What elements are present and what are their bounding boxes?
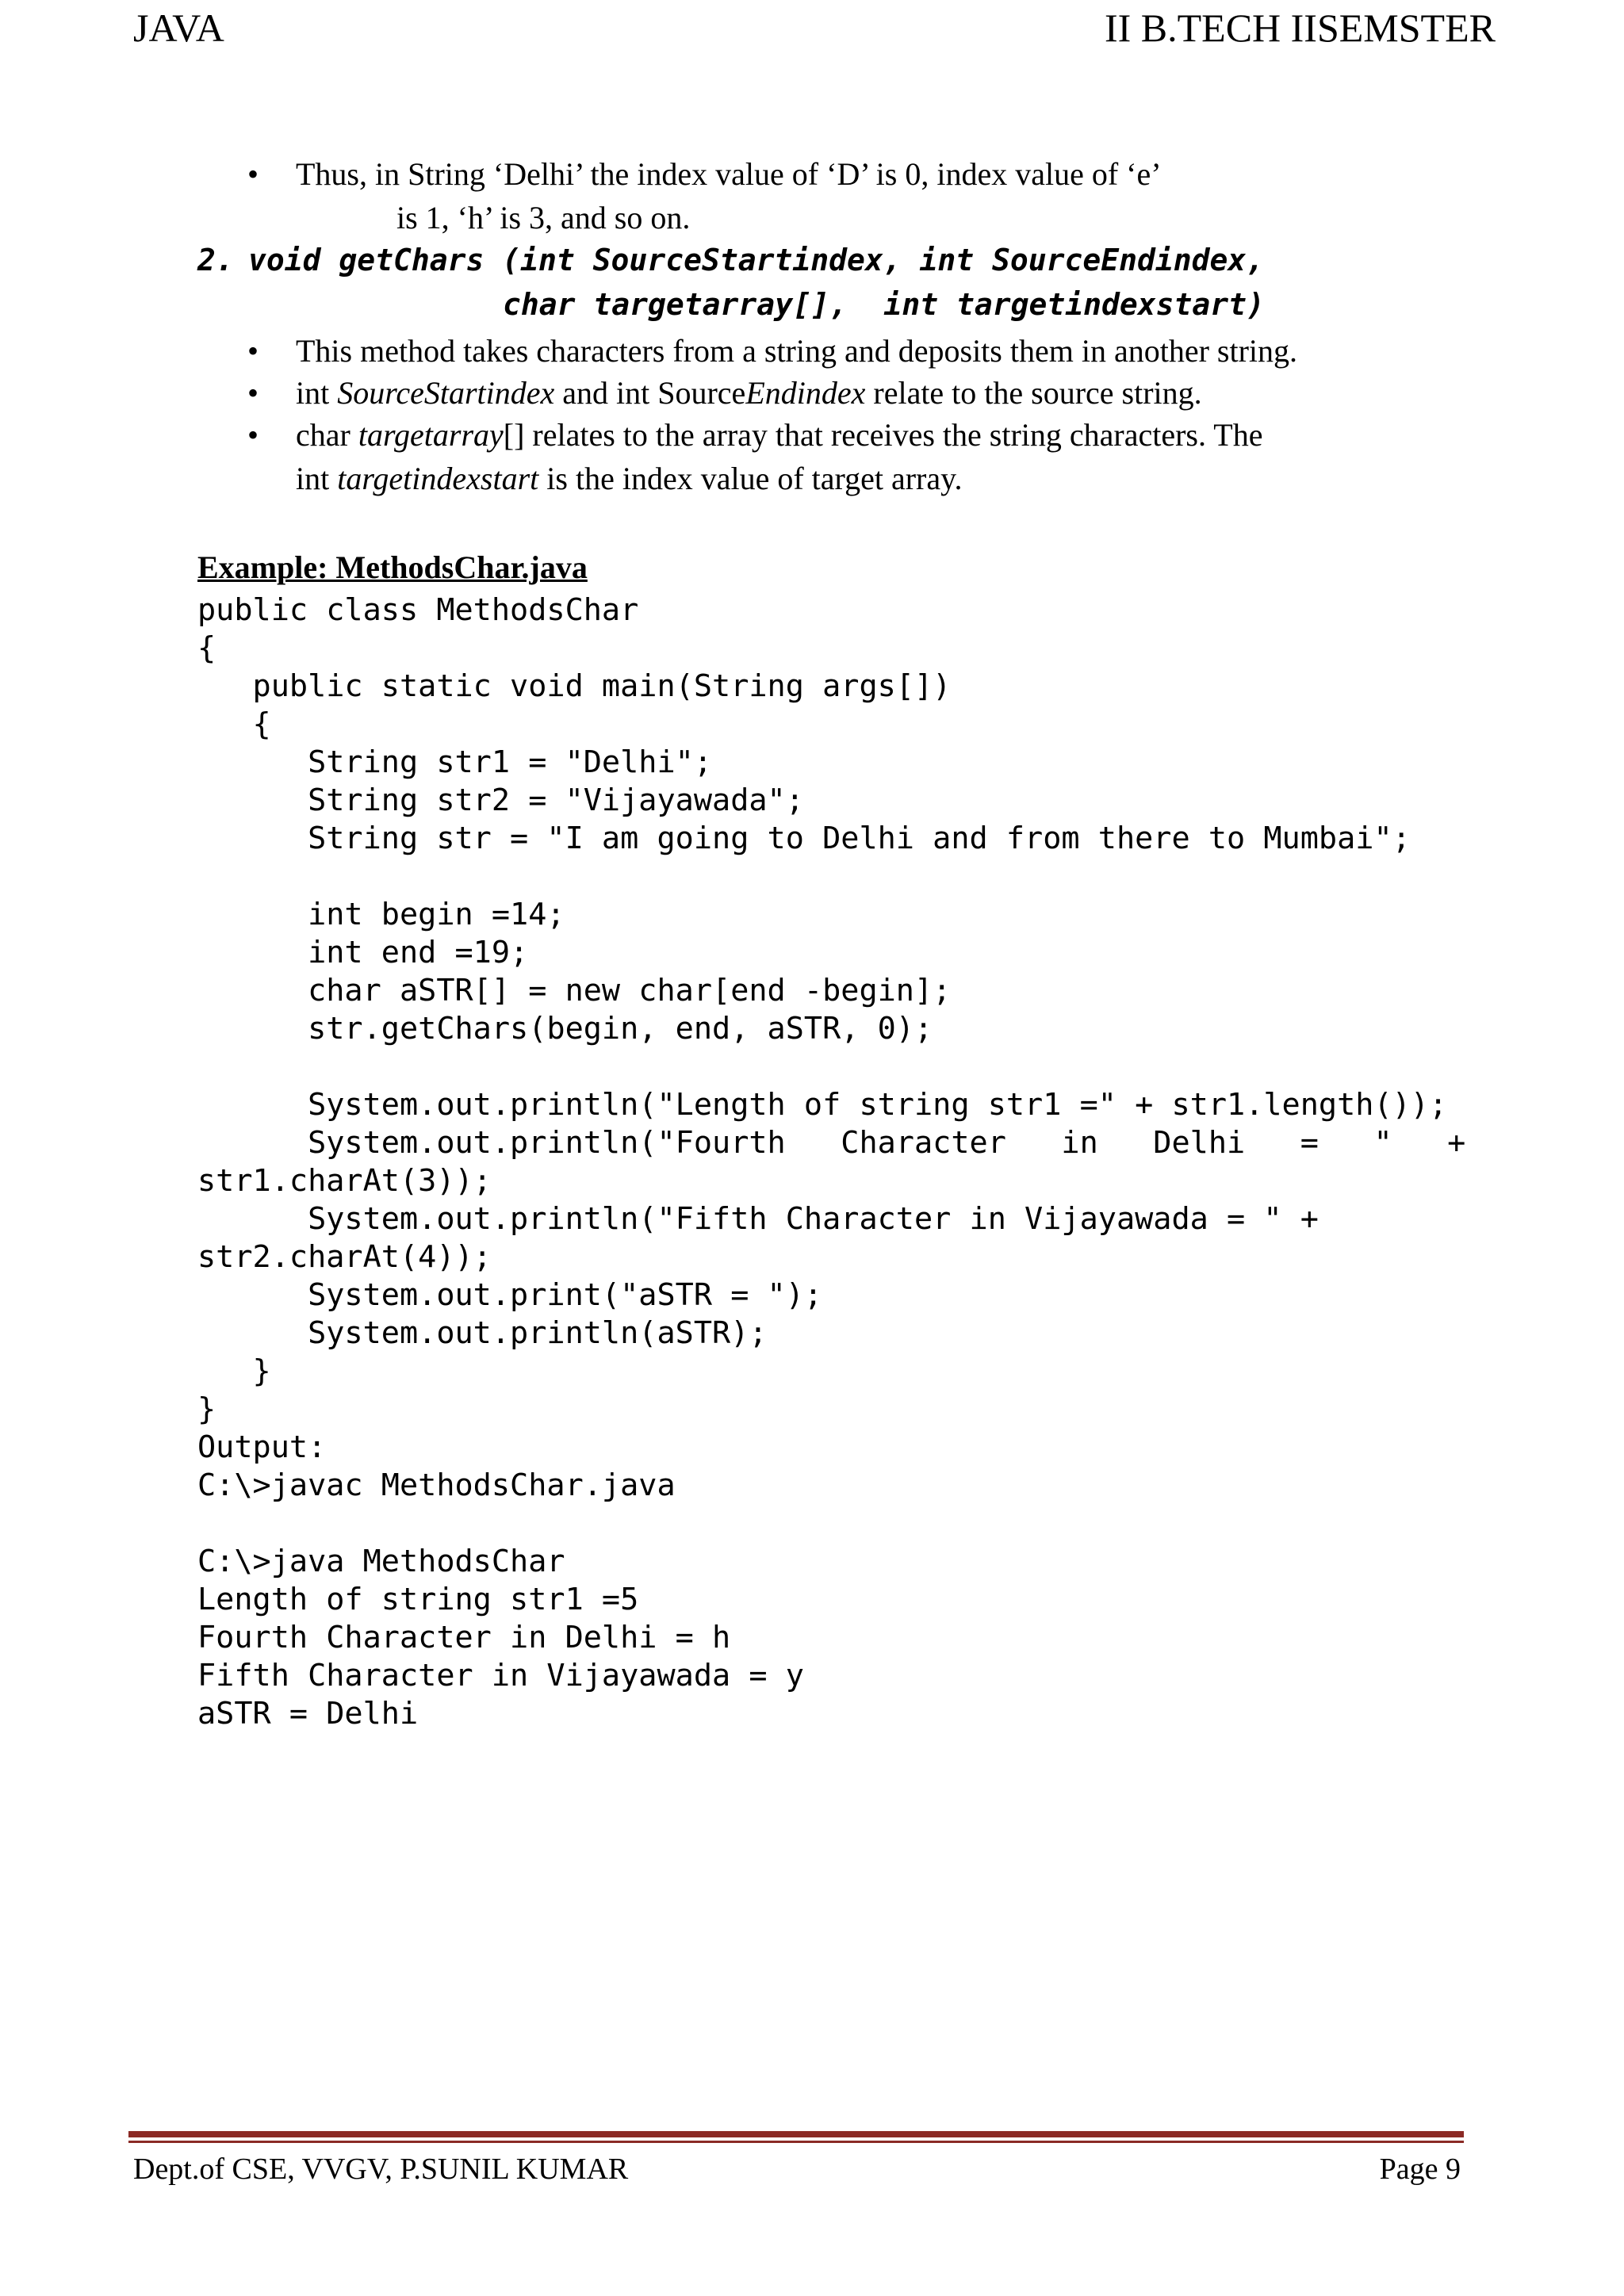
code-line: public static void main(String args[]) (197, 668, 952, 704)
code-line: { (197, 706, 271, 742)
code-line: Fifth Character in Vijayawada = y (197, 1658, 804, 1693)
code-line: char aSTR[] = new char[end -begin]; (197, 973, 952, 1008)
code-line: Length of string str1 =5 (197, 1582, 639, 1617)
code-line: String str = "I am going to Delhi and from there to Mumbai"; (197, 821, 1411, 856)
code-line (197, 1048, 1465, 1086)
code-line: str.getChars(begin, end, aSTR, 0); (197, 1011, 933, 1047)
code-line: aSTR = Delhi (197, 1696, 419, 1732)
code-line: str2.charAt(4)); (197, 1239, 492, 1275)
footer-page-number: Page 9 (1379, 2152, 1461, 2186)
code-line: str1.charAt(3)); (197, 1163, 492, 1199)
method-signature-line1: void getChars (int SourceStartindex, int SourceEndindex, (248, 243, 1265, 277)
code-line: System.out.print("aSTR = "); (197, 1277, 823, 1313)
bullet-marker: • (247, 375, 259, 411)
method-bullet-2: int SourceStartindex and int SourceEndindex relate to the source string. (296, 375, 1202, 411)
code-line: C:\>java MethodsChar (197, 1544, 565, 1579)
code-line: } (197, 1391, 216, 1427)
method-bullet-3: char targetarray[] relates to the array that receives the string characters. The (296, 417, 1263, 453)
code-line: public class MethodsChar (197, 592, 639, 628)
code-line: int begin =14; (197, 897, 565, 932)
code-line: { (197, 630, 216, 666)
bullet-marker: • (247, 333, 259, 369)
code-line: } (197, 1353, 271, 1389)
code-line: Output: (197, 1429, 327, 1465)
method-bullet-3-cont: int targetindexstart is the index value of target array. (296, 461, 963, 496)
code-line (197, 858, 1465, 896)
example-heading: Example: MethodsChar.java (197, 549, 588, 585)
footer-rule (128, 2131, 1464, 2137)
code-line: String str1 = "Delhi"; (197, 744, 713, 780)
method-bullet-1: This method takes characters from a string and deposits them in another string. (296, 333, 1298, 369)
method-signature-line2: char targetarray[], int targetindexstart) (503, 287, 1265, 322)
code-line: Fourth Character in Delhi = h (197, 1620, 731, 1655)
code-line: int end =19; (197, 935, 529, 970)
footer-left: Dept.of CSE, VVGV, P.SUNIL KUMAR (133, 2152, 629, 2186)
bullet-marker: • (247, 417, 259, 453)
code-line: C:\>javac MethodsChar.java (197, 1468, 676, 1503)
code-block (197, 591, 1465, 1733)
code-line (197, 1505, 1465, 1543)
intro-bullet-line2: is 1, ‘h’ is 3, and so on. (396, 200, 691, 235)
intro-bullet-line1: Thus, in String ‘Delhi’ the index value of ‘D’ is 0, index value of ‘e’ (296, 156, 1162, 192)
bullet-marker: • (247, 156, 259, 192)
code-line: System.out.println("Length of string str1 =" + str1.length()); (197, 1087, 1448, 1123)
header-left: JAVA (133, 6, 224, 50)
header-right: II B.TECH IISEMSTER (1104, 6, 1496, 50)
code-line: System.out.println("Fifth Character in Vijayawada = " + (197, 1201, 1319, 1237)
code-line: System.out.println(aSTR); (197, 1315, 768, 1351)
code-line: String str2 = "Vijayawada"; (197, 783, 804, 818)
footer-rule-thin (128, 2141, 1464, 2143)
method-number: 2. (197, 243, 234, 277)
code-line: System.out.println("Fourth Character in Delhi = " + (197, 1125, 1466, 1161)
